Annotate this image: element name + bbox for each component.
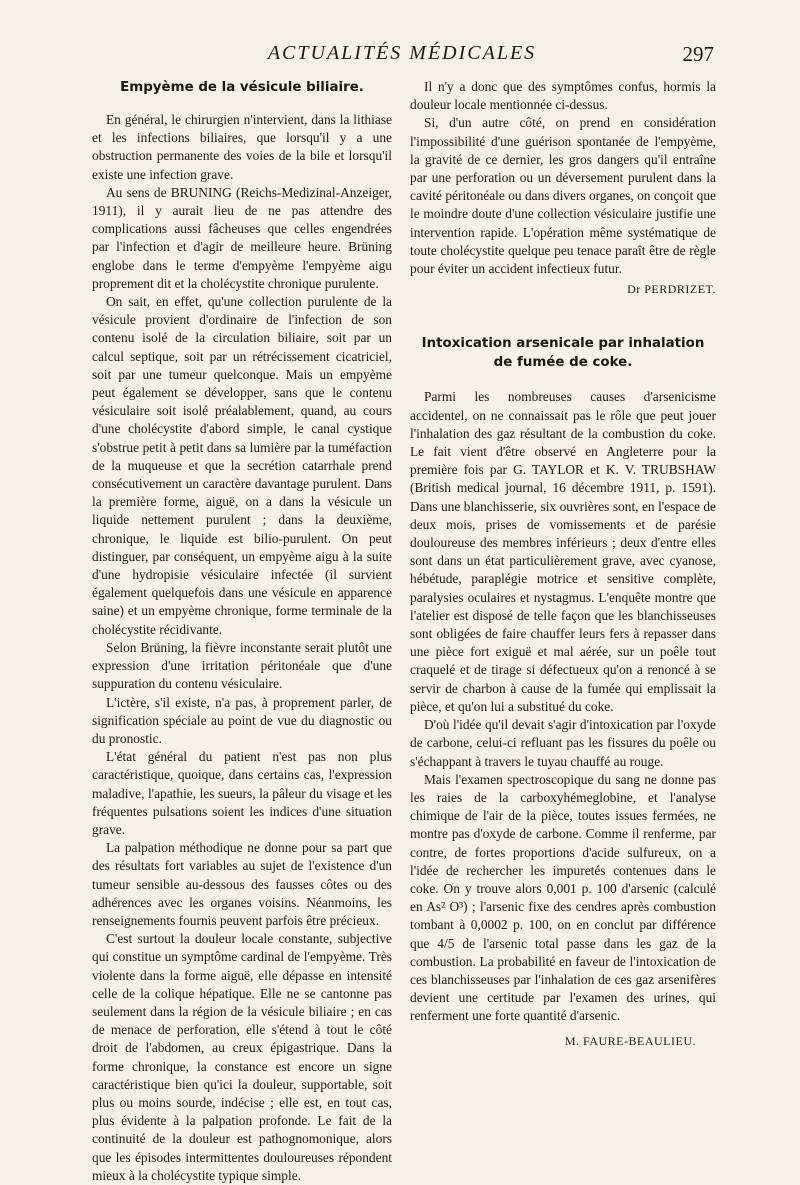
running-title: ACTUALITÉS MÉDICALES bbox=[267, 42, 537, 64]
article-1-paragraph: Selon Brüning, la fièvre inconstante serait plutôt une expression d'une irritation péritonéale que d'une suppuration du contenu vésiculaire. bbox=[92, 639, 392, 692]
article-1-title: Empyème de la vésicule biliaire. bbox=[120, 80, 364, 95]
article-2-paragraph: D'où l'idée qu'il devait s'agir d'intoxication par l'oxyde de carbone, celui-ci refluant pas les fissures du poêle ou s'échappant à travers le tuyau chauffé au rouge. bbox=[410, 717, 716, 769]
article-2-title: Intoxication arsenicale par inhalation de fumée de coke. bbox=[421, 336, 705, 371]
article-1-paragraph: En général, le chirurgien n'intervient, dans la lithiase et les infections biliaires, que lorsqu'il y a une obstruction permanente des voies de la bile et lorsqu'il existe une infection grave. bbox=[92, 112, 392, 182]
article-1-paragraph: On sait, en effet, qu'une collection purulente de la vésicule provient d'ordinaire de l'infection de son contenu isolé de la circulation biliaire, soit par un calcul septique, soit par un rétrécissement cicatriciel, soit par une tumeur quelconque. Mais un empyème peut également se développer, sans que le contenu vésiculaire soit isolé préalablement, quand, au cours d'une cholécystite d'abord simple, le canal cystique s'obstrue petit à petit dans sa lumière par la tuméfaction de la muqueuse et que la secrétion catarrhale prend consécutivement un caractère davantage purulent. Dans la première forme, aiguë, on a dans la vésicule un liquide nettement purulent ; dans la deuxième, chronique, le liquide est bilio-purulent. On peut distinguer, par conséquent, un empyème aigu à la suite d'une hydropisie vésiculaire infectée (il survient également quelquefois dans une vésicule en apparence saine) et un empyème chronique, forme terminale de la cholécystite récidivante. bbox=[92, 294, 392, 637]
page-number: 297 bbox=[682, 42, 714, 66]
article-1-paragraph: Au sens de BRUNING (Reichs-Medizinal-Anzeiger, 1911), il y aurait lieu de ne pas attendre des complications aussi fâcheuses que celles engendrées par l'infection et d'agir de meilleure heure. Brüning englobe dans le terme d'empyème l'empyème aigu proprement dit et la cholécystite chronique purulente. bbox=[92, 184, 392, 291]
article-2-paragraph: Parmi les nombreuses causes d'arsenicisme accidentel, on ne connaissait pas le rôle que peut jouer l'inhalation des gaz résultant de la combustion du coke. Le fait vient d'être observé en Angleterre pour la première fois par G. TAYLOR et K. V. TRUBSHAW (British medical journal, 16 décembre 1911, p. 1591). Dans une blanchisserie, six ouvrières sont, en l'espace de deux mois, prises de vomissements et de parésie douloureuse des membres inférieurs ; deux d'entre elles sont dans un état particulièrement grave, avec cyanose, hébétude, paraplégie motrice et sensitive complète, paralysies oculaires et nystagmus. L'enquête montre que l'atelier est disposé de telle façon que les blanchisseuses sont obligées de faire chauffer leurs fers à repasser dans une pièce fort exiguë et mal aérée, sur un poêle tout craquelé et de tirage si défectueux qu'on a renoncé à se servir de charbon à cause de la fumée qui emplissait la pièce, et qu'on lui a substitué du coke. bbox=[410, 389, 716, 714]
article-1-signature: Dr PERDRIZET. bbox=[627, 282, 716, 297]
running-head bbox=[90, 42, 714, 76]
article-2-paragraph: Mais l'examen spectroscopique du sang ne donne pas les raies de la carboxyhémeglobine, et l'analyse chimique de l'air de la pièce, toutes issues fermées, ne montre pas d'oxyde de carbone. Comme il renferme, par contre, de fortes proportions d'acide sulfureux, on a l'idée de rechercher les impuretés contenues dans le coke. On y trouve alors 0,001 p. 100 d'arsenic (calculé en As² O³) ; l'arsenic fixe des cendres après combustion tombant à 0,0002 p. 100, on en conclut par différence que 4/5 de l'arsenic total passe dans les gaz de la combustion. La probabilité en faveur de l'intoxication de ces blanchisseuses par l'inhalation de ces gaz arsenifères devient une certitude par l'examen des urines, qui renferment une forte quantité d'arsenic. bbox=[410, 771, 716, 1024]
article-1-paragraph: Si, d'un autre côté, on prend en considération l'impossibilité d'une guérison spontanée de l'empyème, la gravité de ce dernier, les gros dangers qu'il entraîne par une perforation ou un déversement purulent dans la cavité péritonéale ou dans divers organes, on conçoit que le moindre doute d'une collection vésiculaire justifie une intervention rapide. L'opération même systématique de toute cholécystite quelque peu tenace paraît être de règle pour éviter un accident infectieux futur. bbox=[410, 115, 716, 277]
article-1-paragraph: C'est surtout la douleur locale constante, subjective qui constitue un symptôme cardinal de l'empyème. Très violente dans la forme aiguë, elle dépasse en intensité celle de la colique hépatique. Elle ne se cantonne pas seulement dans la région de la vésicule biliaire ; en cas de menace de perforation, elle s'étend à tout le côté droit de l'abdomen, au creux épigastrique. Dans la forme chronique, la constance est encore un signe caractéristique bien qu'ici la douleur, supportable, soit plus ou moins sourde, indécise ; elle est, en tout cas, plus évidente à la palpation profonde. Le fait de la continuité de la douleur est pathognomonique, alors que les épisodes intermittentes douloureuses répondent mieux à la cholécystite typique simple. bbox=[92, 931, 392, 1183]
article-2-signature: M. FAURE-BEAULIEU. bbox=[564, 1033, 696, 1048]
article-1-paragraph: La palpation méthodique ne donne pour sa part que des résultats fort variables au sujet de l'existence d'un tumeur sensible au-dessous des fausses côtes ou des adhérences avec les organes voisins. Néanmoins, les renseignements fournis peuvent parfois être précieux. bbox=[92, 840, 392, 928]
article-1-paragraph: Il n'y a donc que des symptômes confus, hormis la douleur locale mentionnée ci-dessus. bbox=[410, 79, 716, 113]
left-column bbox=[92, 78, 392, 1185]
right-column bbox=[410, 78, 716, 1050]
article-1-paragraph: L'ictère, s'il existe, n'a pas, à proprement parler, de signification spéciale au point de vue du diagnostic ou du pronostic. bbox=[92, 694, 392, 746]
article-1-paragraph: L'état général du patient n'est pas non plus caractéristique, quoique, dans certains cas, l'expression maladive, l'apathie, les sueurs, la pâleur du visage et les fréquentes pulsations soient les indices d'une situation grave. bbox=[92, 749, 392, 837]
